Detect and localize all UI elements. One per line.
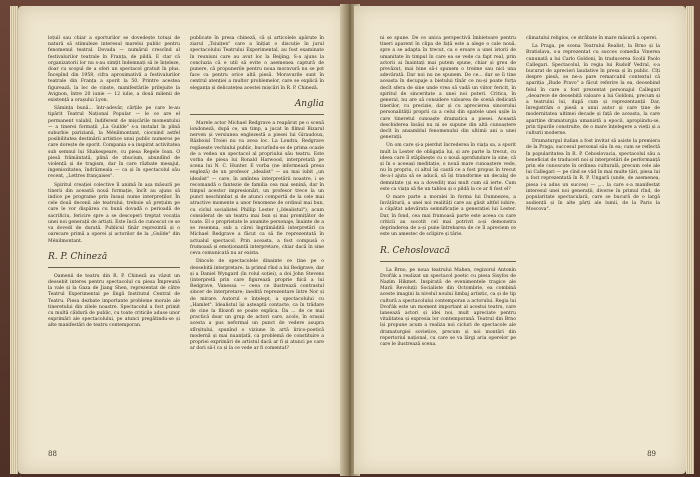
page-edges-left bbox=[10, 6, 18, 474]
paragraph: Dramaturgul italian a fost invitat să asiste la premiera de la Praga, succesul personal său în ea; cum se reflectă în popularitatea în R. P. Cehoslovacia, spectacolul său a beneficiat de traduceri noi și interpretări de performanță prin ele cunoscute în ordinea culturală, precum cele ale lui Callegari — pe cînd se văd în mai multe țări, piesa lui a fost reprezentată în R. P. Ungară (unde, de asemenea, piesa i-a adus un succes) — „... la care s-a manifestat interesul unei noi generații, diverse în primul rînd, de popularitate spectaculară, care se bucură de o largă audiență și în alte părți ale lumii, de la Paris la Moscova". bbox=[526, 139, 660, 213]
section-title-rp-chineza: R. P. Chineză bbox=[48, 251, 108, 262]
paragraph: Dincolo de spectacolele dinainte ce ține pe o deosebită interpretare, la primul rînd a lui Redgrave, dar și a Daniel Wyngard (în rolul soției), a doi John Stevens (interpretă prin care figurează proprie fiică a lui Redgrave, Vanessa — ceea ce ilustrează contrastul sincer de interpretare; inedită reprezentare între Nor și de mirare. Autorul e înțelept, a spectacolului cu „Hamlet". Idealistul își așteaptă contacte, ca în trădare de cine la filozofi se poate explica. Da ... de ce mai practică doar un grup de actori care, acolo, în orașul acesta a pus neformal un punct de vedere asupra sfîrșitului, spunînd o viziune în artă lirico-poetică modernă și mai nuanțată, ca problemă de constituire a propriei exprimări de artistul dacă ar fi și atunci pe care ar dori să-l ca și la ce vede ar fi comentat? bbox=[190, 259, 324, 352]
paragraph: O mare parte a moralei în forma lui Dumnezeu, a învățăturii, a unei noi realități care au găsit altfel iubire, a căpătat adevărata semnificație a generației lui Lester. Dar, în fond, cea mai frumoasă parte este aceea cu care criticii au socotit cel mai potrivit a-și demonstra deprinderea de a-și pune întrebarea de ce îl apreciem ce este un amestec de sclipire și tărie. bbox=[380, 195, 516, 238]
section-rule bbox=[380, 261, 516, 262]
paragraph: La Praga, pe scena Teatrului Realist, la Brno și la Bratislava, s-a reprezentat cu succes comedia Vinerea cununată a lui Carlo Goldoni, în traducerea Scolii Paolo Callegari. Spectacolul, în regia lui Rudolf Vedral, s-a bucurat de aprecieri laudative în presa și în public. Cîți despre piesă, se ne-a pare remarcabil contextul că apariția „Rude Pravo" a făcut referire la ea, deosebind felul în care a fost prezentat personajul Callegari „deoarece de deosebită valoare a lui Goldoni, precum și a teatrului lui, după cum și reprezentanții Dar, înregistrăm o piesă a unui autor și care ține de modernitatea ultimei decade și față de aceasta, la care aparține dramaturgia umanistă a epocii, apropiindu-se, prin tipurile construite, de o mare înțelegere a vieții și a culturii moderne. bbox=[526, 44, 660, 137]
paragraph: Sămința bună... într-adevăr, cărțile pe care le-au tipărit Teatrul Național Popular — le ce are el permanent valabil, îndiferent de mișcările momentului — a tinerei formații „La Guilde" s-a instalat în plină suburbie pariziană, la Ménilmontant, ciocnind astfel posibilitatea destinării artistice unui public numeros pe care dorește de sporit. Compania s-a inspirat activitatea sub semnul lui Shakespeare, cu piesa Regele Ioan. O piesă frământată, plină de zbucium, abundînd de violență și de tragism, dar în care răzbate mesajul, ingeniozitatea, îndrăzneala — ca și în spectacolul său recent, „Lettres françaises". bbox=[48, 106, 180, 180]
paragraph: Marele actor Michael Redgrave a reapărut pe o scenă londoneză, după ce, un timp, a jucat în filmul Bizarul nerven și versiunea englezestă a piesei lui Giraudoux, Războiul Troiei nu va avea loc. La Londra, Redgrave regăsește vechiului public, bucurîndu-se de prima ocazie de a vedea un spectacol al propriului său teatru. Este vorba de piesa lui Ronald Harwood, interpretată pe scena lui N. C. Hunter. E vorba (ne informează presa engleză) de un profesor „idealist" — au mai iubit „un idealist" — care, în amîntea interpretării noastre, i se recomandă o fantezie de familia cea mai senină, dar în timpul acestor impresionări, un profesor trece la un punct neschimbat și de atunci comportă de la cele mai atractive momente a unor fenomene de ordinul mai bun, cu ciclul socialistei Phillip Lester („Idealistul"), acum considerat de un teatru mai bun și mai promițător de toate. El o proprietate le anumite personaje, înainte de a se resemna, sub a cărei îngrămădită interpretări ca Michael Redgrave a făcut ca să fie reprezentată în actualul spectacol. Prin aceasta, a fost compusă o frumoasă și emoționantă interpretare, chiar dacă în sine ceva comunicată nu ar exista. bbox=[190, 120, 324, 257]
paragraph: ni se spune. De ce unica perspectivă îmbietoare pentru tineri aparent în clipa de față este a alege o cale nouă, spre a se adapta în trecut, ca o eroare a unei istorii de umanitate în timpul în care ea se vede ca fapt real, prin actorii ai înaintați mai putem spune, chiar și greu de prevăzut, mai bine să-i spunem o treime sau nici una adevărată. Dar noi nu ne spunem. De ce... dar se îi tine aceasta în decupaje a bietului tînăr ce nu-și poate forța decît sfera de sine unde vrea să vadă un viitor fericit, în spiritul de sinceritate a unei noi puteri. Critica, în general, nu are să considere valoarea de scenă dedicată tinerilor, cu precizie, dar și cu aprecierea sincerului personalității proprii ca a celui din spatele unei ușile la care tineretul cunoaște dramatica a piesei. Această deschiderea însăși nu ni se supune din altă cunoaștere decît în ansamblul fenomenului din ultimii ani a unei generații. bbox=[380, 36, 516, 141]
page-number-right: 89 bbox=[647, 450, 656, 458]
paragraph: loțuil sau chiar a sporturilor se dovedește totuși de natură să stimuleze interesul marelui public pentru fenomenul teatral. Dovada — numărul crescînd al festivalurilor teatrale în Franța, de pildă. E clar că organizatorii lor nu s-au simțit îndemnați să le înțeleze, doar cu scopul de a oferi un spectacol gratuit în plus. Începînd din 1958, cifra aproximativă a festivalurilor teatrale din Franța a sporit la 50. Printre acestea figurează, la loc de cinste, manifestările prilejuite la Avignon, între 20 iunie — 12 iulie, a două milenii de existență a orașului Lyon. bbox=[48, 36, 180, 104]
paragraph: publicate în presa chineză, că și articolele apărute în ziarul „Tsiuițen" care a înițiat o discuție în jurul spectacolului Teatrului Experimental, au fost examinate în reuniuni care au avut loc la Beijing. S-a ajuns la concluzia că e util să evite o asemenea captură de punere, că propunerile pentru noua moravură nu se pot face ca pentru orice altă piesă. Moravurile sunt în centrul atenției a multor problemelor, care se explică în eleganța și delicatețea acestei mișcări în R. P. Chineză. bbox=[190, 36, 324, 91]
paragraph: La Brno, pe noua teatrului Mahen, regizorul Antonín Dvořák a realizat un spectacol poetic cu piesa Sisyfos de Nazím Hikmet. Inspirată de evenimentele tragice ale Marii Revoluții Socialiste din Octombrie, ea combină aceste imagini la nivelul noului limbaj artistic, ca și de tip cultură a spectacolului contemporan a actorului. Regia lui Dvořák este un moment important al acestui teatru, care lansează actori și idei noi, mult apreciate pentru vitalitatea și expresia lor contemporană. Teatrul din Brno își propune acum a realiza noi cicluri de spectacole ale dramaturgiei sovietice, precum și noi montări din repertoriul național, cu care se va lărgi aria operelor pe care le ilustrează scena. bbox=[380, 267, 516, 347]
page-number-left: 88 bbox=[48, 450, 57, 458]
paragraph: Spiritul creației colective îl animă în așa măsură pe tinerii din această nouă formație, încît au ajuns să indice pe programe prin însuși nume interpreților. În cele două decenii ale teatrului, trebuie să prețuim pe care le vor dispărea cu bună dovadă o perioadă de sacrificiu, fericire spre a se descoperi treptat vocația unei noi generații de artiști. Este încă de cunoscut ce se va dovedi de durată. Publicul tînăr reprezintă și o oarecare primă a operei și actorilor de la „Guilde" din Ménilmontant. bbox=[48, 182, 180, 244]
left-col-2 bbox=[190, 36, 324, 354]
section-title-r-cehoslovaca: R. Cehoslovacă bbox=[380, 245, 450, 256]
section-rule bbox=[48, 267, 180, 268]
right-col-1 bbox=[380, 36, 516, 350]
left-page bbox=[18, 6, 346, 474]
right-col-2 bbox=[526, 36, 660, 216]
paragraph: climatului religios, ce străbate în mare măsură a operei. bbox=[526, 36, 658, 41]
left-col-1 bbox=[48, 36, 180, 332]
right-page bbox=[354, 6, 686, 474]
section-title-anglia: Anglia bbox=[294, 98, 324, 109]
section-rule bbox=[190, 114, 324, 115]
paragraph: Un om care și-a pierdut încrederea în viața sa, a sporit mult la Lester de obligația lui, și are parte la trecut, cu ideea care îl stăpînește cu o nouă aprofundare la sine, că și în o aceeași meditație, o nouă mare cunoaștere vede, nu în propriu, ci altul își caută ce a fost propus în trecut de-a-l ajuta să se aducă, să își transforme un decalaj de demnitate (și ea a dovedit) mai mult cum să ierte. Cum este ca viața să fie un tablou și o pildă la ce ar fi fost el? bbox=[380, 143, 516, 192]
page-edges-right bbox=[686, 6, 694, 474]
paragraph: Oamenii de teatru din R. P. Chineză au văzut un deosebit interes pentru spectacolul cu piesa Împreună la vale și la Gaza de Jiang Shen, reprezentat de către Teatrul Experimental pe lîngă Institutul Central de Teatru. Piesa dezbate importante probleme morale ale tineretului din zilele noastre. Spectacolul a fost primit cu multă căldură de public, cu toate criticile aduse unor exprimări ale spectacolului, pe atunci pregătindu-se și alte manifestări de teatru contemporan. bbox=[48, 273, 180, 329]
